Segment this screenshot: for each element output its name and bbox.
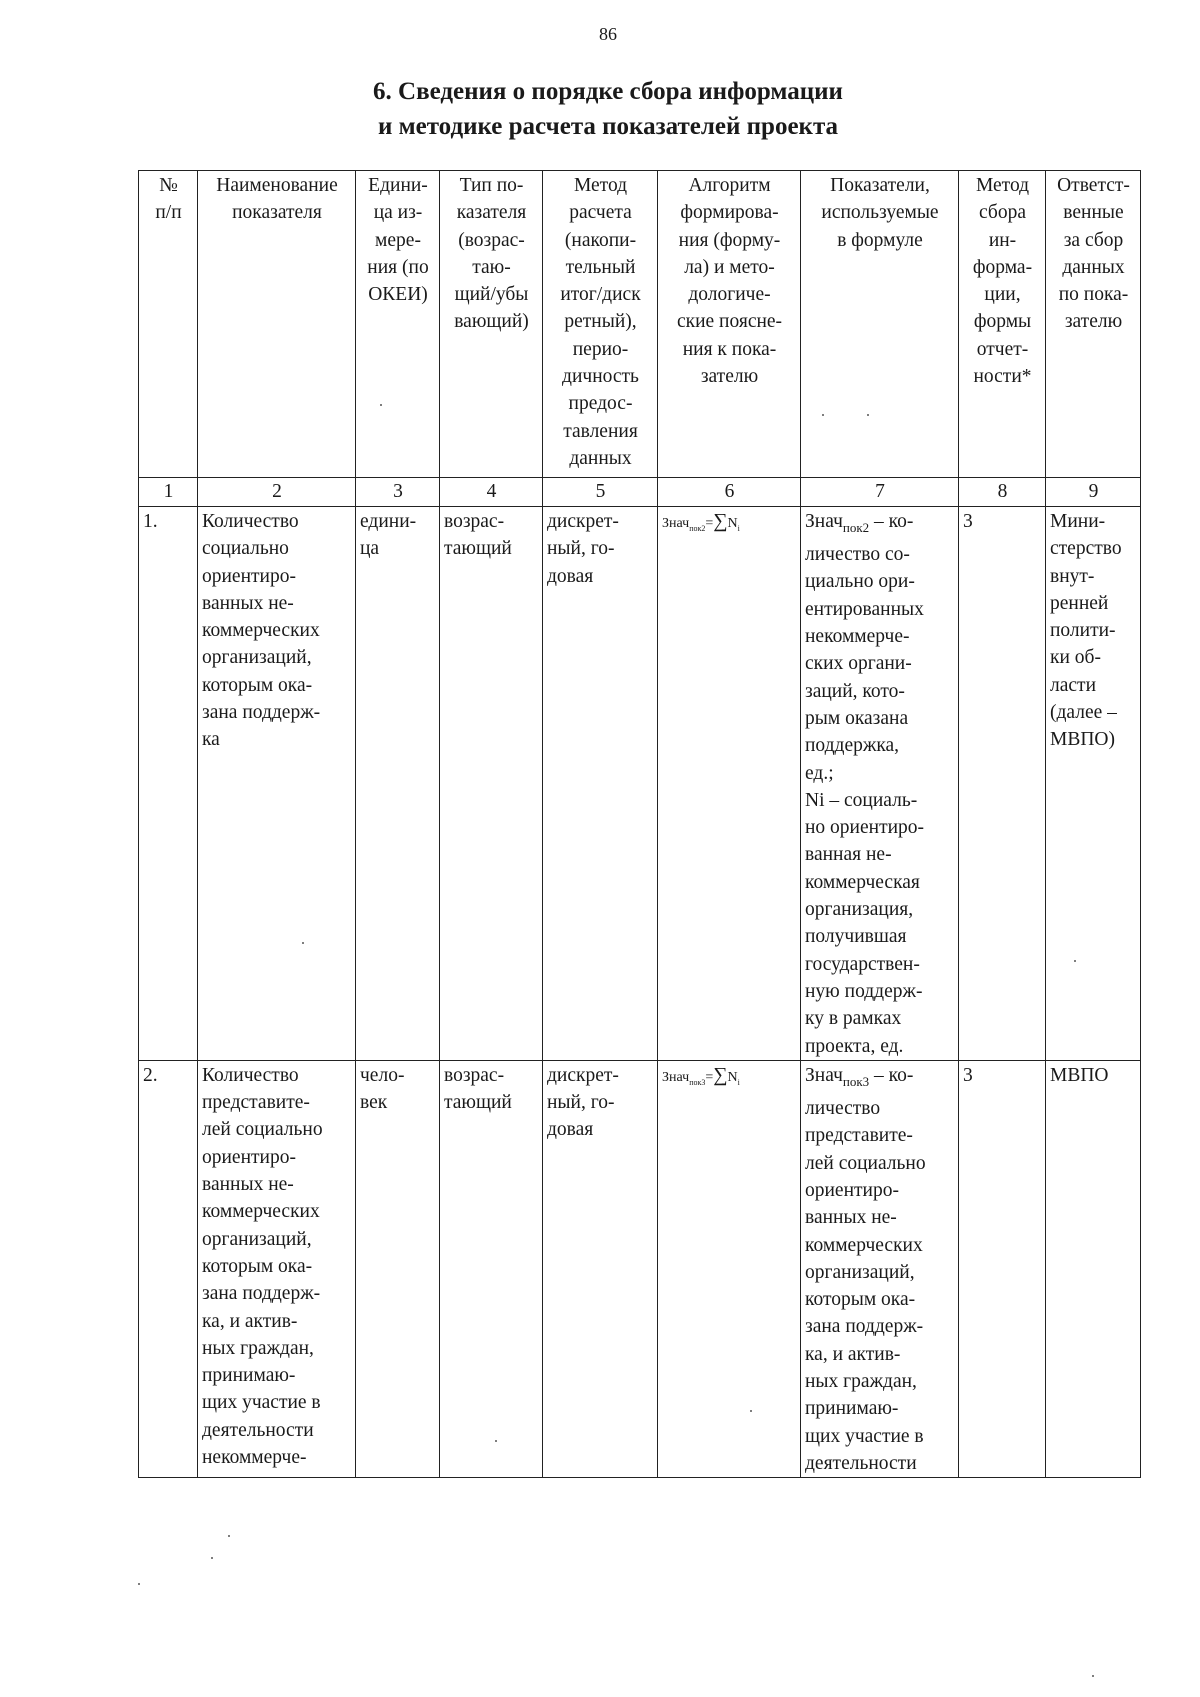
cell-line: довая — [547, 1119, 594, 1141]
formula-subscript: i — [737, 1077, 740, 1087]
cell-line: данных — [1062, 256, 1125, 278]
formula-cell — [658, 1060, 801, 1477]
cell-line: Тип по- — [459, 175, 524, 196]
cell-line: рым оказана — [805, 707, 909, 729]
cell-line: организаций, — [202, 647, 312, 669]
cell-line: дичность — [562, 366, 639, 388]
cell-line: ка, и актив- — [202, 1310, 298, 1332]
cell-line: заций, кото- — [805, 680, 905, 702]
cell-line: ный, го- — [547, 1092, 615, 1114]
cell-line: принимаю- — [805, 1398, 899, 1420]
cell-line: тавления — [563, 420, 638, 442]
cell-line: деятельности — [202, 1419, 314, 1441]
cell-line: ца — [360, 538, 380, 560]
scan-speck — [211, 1557, 213, 1559]
cell-line: которым ока- — [202, 1255, 313, 1277]
cell-line: мере- — [375, 229, 421, 251]
type-cell — [440, 1060, 543, 1477]
cell-line: МВПО) — [1050, 729, 1116, 751]
cell-line: которым ока- — [805, 1289, 916, 1311]
cell-line: ванных не- — [202, 1174, 294, 1196]
cell-line: Едини- — [368, 175, 428, 196]
indicator-rest: – ко- — [869, 1064, 914, 1086]
cell-line: ентированных — [805, 598, 924, 620]
sigma-symbol: ∑ — [713, 510, 728, 532]
formula-equals: = — [705, 1069, 714, 1085]
scan-speck — [750, 1410, 752, 1412]
cell-line: щих участие в — [805, 1425, 924, 1447]
cell-line: ориентиро- — [805, 1179, 899, 1201]
cell-line: государствен- — [805, 953, 920, 975]
cell-line: ный, го- — [547, 538, 615, 560]
scan-speck — [1074, 960, 1076, 962]
header-type — [440, 171, 543, 478]
cell-line: ции, — [984, 284, 1021, 306]
cell-line: Метод — [975, 175, 1030, 196]
sigma-symbol: ∑ — [713, 1063, 728, 1086]
responsible-cell — [1046, 507, 1141, 1061]
responsible-cell — [1046, 1060, 1141, 1477]
cell-line: зателю — [1064, 311, 1123, 333]
cell-line: отчет- — [976, 338, 1029, 360]
indicators-table — [138, 170, 1141, 1478]
cell-line: внут- — [1050, 565, 1095, 587]
scan-speck — [302, 942, 304, 944]
scan-speck — [228, 1535, 230, 1537]
table-row — [139, 1060, 1141, 1477]
cell-line: чело- — [360, 1064, 405, 1086]
table-header-row — [139, 171, 1141, 478]
cell-line: тающий — [444, 538, 512, 560]
cell-line: ку в рамках — [805, 1008, 902, 1030]
cell-line: некоммерче- — [805, 626, 910, 648]
indicator-symbol: Знач — [805, 511, 843, 532]
cell-line: деятельности — [805, 1452, 917, 1474]
cell-line: сбора — [979, 202, 1026, 224]
column-number: 7 — [801, 478, 959, 507]
scan-speck — [1092, 1675, 1094, 1677]
cell-line — [805, 1062, 955, 1095]
formula — [662, 1063, 740, 1087]
scan-speck — [495, 1440, 497, 1442]
cell-line: Алгоритм — [688, 175, 771, 196]
cell-line: ских органи- — [805, 653, 912, 675]
cell-line: ренней — [1050, 592, 1109, 614]
indicator-rest: – ко- — [869, 511, 914, 532]
unit-cell — [356, 507, 440, 1061]
type-cell — [440, 507, 543, 1061]
formula-cell — [658, 507, 801, 1061]
formula-text: Знач — [662, 1069, 690, 1085]
cell-line: (накопи- — [564, 229, 637, 251]
cell-line: коммерческих — [202, 620, 320, 642]
cell-line: коммерческих — [805, 1234, 923, 1256]
header-unit — [356, 171, 440, 478]
cell-line: предос- — [568, 393, 633, 415]
cell-line: Количество — [202, 511, 299, 532]
header-indicators — [801, 171, 959, 478]
cell-line: коммерческая — [805, 871, 920, 893]
cell-line: венные — [1063, 202, 1124, 224]
formula-equals: = — [705, 516, 714, 531]
cell-line: расчета — [569, 202, 632, 224]
cell-line: Мини- — [1050, 511, 1106, 532]
cell-line: век — [360, 1092, 388, 1114]
cell-line: Метод — [573, 175, 628, 196]
cell-line: (далее – — [1050, 702, 1117, 724]
cell-line: щих участие в — [202, 1392, 321, 1414]
cell-line: зателю — [700, 366, 759, 388]
scan-speck — [822, 414, 824, 416]
column-number: 2 — [198, 478, 356, 507]
cell-line: возрас- — [444, 1064, 505, 1086]
cell-line: ласти — [1050, 674, 1096, 696]
header-collection — [959, 171, 1046, 478]
cell-line: ности* — [973, 366, 1032, 388]
cell-line: таю- — [472, 256, 511, 278]
unit-cell — [356, 1060, 440, 1477]
formula-subscript: i — [737, 523, 740, 533]
cell-line: ванная не- — [805, 844, 892, 866]
cell-line: едини- — [360, 511, 417, 532]
cell-line: зана поддерж- — [202, 702, 321, 724]
cell-line: ванных не- — [805, 1207, 897, 1229]
indicator-symbol: Знач — [805, 1064, 843, 1086]
method-cell — [543, 507, 658, 1061]
cell-line: дискрет- — [547, 1064, 619, 1086]
cell-line: ных граждан, — [202, 1337, 314, 1359]
cell-line: проекта, ед. — [805, 1035, 904, 1057]
formula — [662, 510, 740, 533]
cell-line: лей социально — [805, 1152, 926, 1174]
cell-line: формирова- — [680, 202, 779, 224]
formula-subscript: пок3 — [689, 1077, 706, 1087]
title-line-1: 6. Сведения о порядке сбора информации — [373, 78, 843, 105]
cell-line: организация, — [805, 899, 914, 921]
cell-line: Ответст- — [1057, 175, 1130, 196]
cell-line: формы — [973, 311, 1032, 333]
indicator-subscript: пок3 — [842, 1073, 870, 1089]
cell-line: возрас- — [444, 511, 505, 532]
cell-line: ванных не- — [202, 592, 294, 614]
indicator-name — [198, 507, 356, 1061]
page-number: 86 — [599, 24, 617, 44]
title-line-2: и методике расчета показателей проекта — [377, 113, 839, 140]
formula-text: Знач — [662, 516, 690, 531]
cell-line: (возрас- — [458, 229, 525, 251]
cell-line: ориентиро- — [202, 565, 296, 587]
header-responsible — [1046, 171, 1141, 478]
indicators-cell — [801, 1060, 959, 1477]
cell-line: социально — [202, 538, 289, 560]
cell-line: ориентиро- — [202, 1146, 296, 1168]
scan-speck — [380, 404, 382, 406]
cell-line: ную поддерж- — [805, 980, 923, 1002]
cell-line: Наименование — [216, 175, 338, 196]
cell-line: довая — [547, 565, 594, 587]
cell-line: в формуле — [837, 229, 923, 251]
scan-speck — [138, 1583, 140, 1585]
cell-line: организаций, — [202, 1228, 312, 1250]
cell-line: по пока- — [1058, 284, 1129, 306]
method-cell — [543, 1060, 658, 1477]
cell-line: ки об- — [1050, 647, 1101, 669]
cell-line: дискрет- — [547, 511, 619, 532]
row-number: 1. — [139, 507, 198, 1061]
column-number: 5 — [543, 478, 658, 507]
cell-line: которым ока- — [202, 674, 313, 696]
formula-subscript: пок2 — [689, 523, 706, 533]
column-number: 8 — [959, 478, 1046, 507]
cell-line: ка, и актив- — [805, 1343, 901, 1365]
cell-line: коммерческих — [202, 1201, 320, 1223]
document-title — [0, 74, 1200, 144]
header-algorithm — [658, 171, 801, 478]
cell-line: поддержка, — [805, 735, 900, 757]
cell-line: показателя — [232, 202, 322, 224]
indicator-name — [198, 1060, 356, 1477]
cell-line: ния к пока- — [682, 338, 777, 360]
indicators-cell — [801, 507, 959, 1061]
cell-line: циально ори- — [805, 571, 915, 593]
cell-line: щий/убы — [454, 284, 529, 306]
cell-line: ния (форму- — [678, 229, 781, 251]
cell-line: лей социально — [202, 1119, 323, 1141]
cell-line: МВПО — [1050, 1064, 1109, 1086]
table-row — [139, 507, 1141, 1061]
cell-line: личество со- — [805, 544, 910, 566]
cell-line: п/п — [155, 202, 182, 224]
cell-line: вающий) — [454, 311, 529, 333]
cell-line: Ni – социаль- — [805, 789, 918, 811]
cell-line: ка — [202, 729, 220, 751]
cell-line: ных граждан, — [805, 1370, 917, 1392]
cell-line: ла) и мето- — [684, 256, 775, 278]
cell-line: ца из- — [373, 202, 423, 224]
cell-line: но ориентиро- — [805, 817, 925, 839]
cell-line: представите- — [805, 1125, 913, 1147]
column-number: 3 — [356, 478, 440, 507]
cell-line: тельный — [565, 256, 636, 278]
formula-variable: N — [727, 1069, 738, 1085]
cell-line: казателя — [456, 202, 527, 224]
cell-line: ин- — [988, 229, 1017, 251]
cell-line: ретный), — [564, 311, 637, 333]
cell-line: используемые — [821, 202, 939, 224]
cell-line: ния (по — [367, 256, 429, 278]
formula-variable: N — [727, 516, 738, 531]
cell-line: Показатели, — [830, 175, 930, 196]
cell-line: данных — [569, 447, 632, 469]
cell-line — [805, 508, 955, 541]
cell-line: Количество — [202, 1064, 299, 1086]
cell-line: полити- — [1050, 620, 1116, 642]
collection-method-cell: 3 — [959, 507, 1046, 1061]
cell-line: личество — [805, 1098, 881, 1120]
cell-line: зана поддерж- — [805, 1316, 924, 1338]
cell-line: перио- — [572, 338, 629, 360]
cell-line: дологиче- — [688, 284, 771, 306]
cell-line: зана поддерж- — [202, 1283, 321, 1305]
cell-line: получившая — [805, 926, 907, 948]
cell-line: стерство — [1050, 538, 1122, 560]
scan-speck — [867, 414, 869, 416]
cell-line: тающий — [444, 1092, 512, 1114]
column-number: 4 — [440, 478, 543, 507]
cell-line: ские поясне- — [676, 311, 783, 333]
cell-line: принимаю- — [202, 1365, 296, 1387]
header-name — [198, 171, 356, 478]
cell-line: ед.; — [805, 762, 834, 784]
collection-method-cell: 3 — [959, 1060, 1046, 1477]
column-number: 9 — [1046, 478, 1141, 507]
column-number: 6 — [658, 478, 801, 507]
cell-line: ОКЕИ) — [368, 284, 428, 306]
row-number: 2. — [139, 1060, 198, 1477]
cell-line: форма- — [972, 256, 1033, 278]
column-number-row — [139, 478, 1141, 507]
indicator-subscript: пок2 — [842, 519, 870, 535]
cell-line: за сбор — [1063, 229, 1124, 251]
cell-line: организаций, — [805, 1261, 915, 1283]
column-number: 1 — [139, 478, 198, 507]
cell-line: № — [159, 175, 178, 196]
cell-line: представите- — [202, 1092, 310, 1114]
cell-line: некоммерче- — [202, 1446, 307, 1468]
header-method — [543, 171, 658, 478]
cell-line: итог/диск — [560, 284, 641, 306]
header-num — [139, 171, 198, 478]
